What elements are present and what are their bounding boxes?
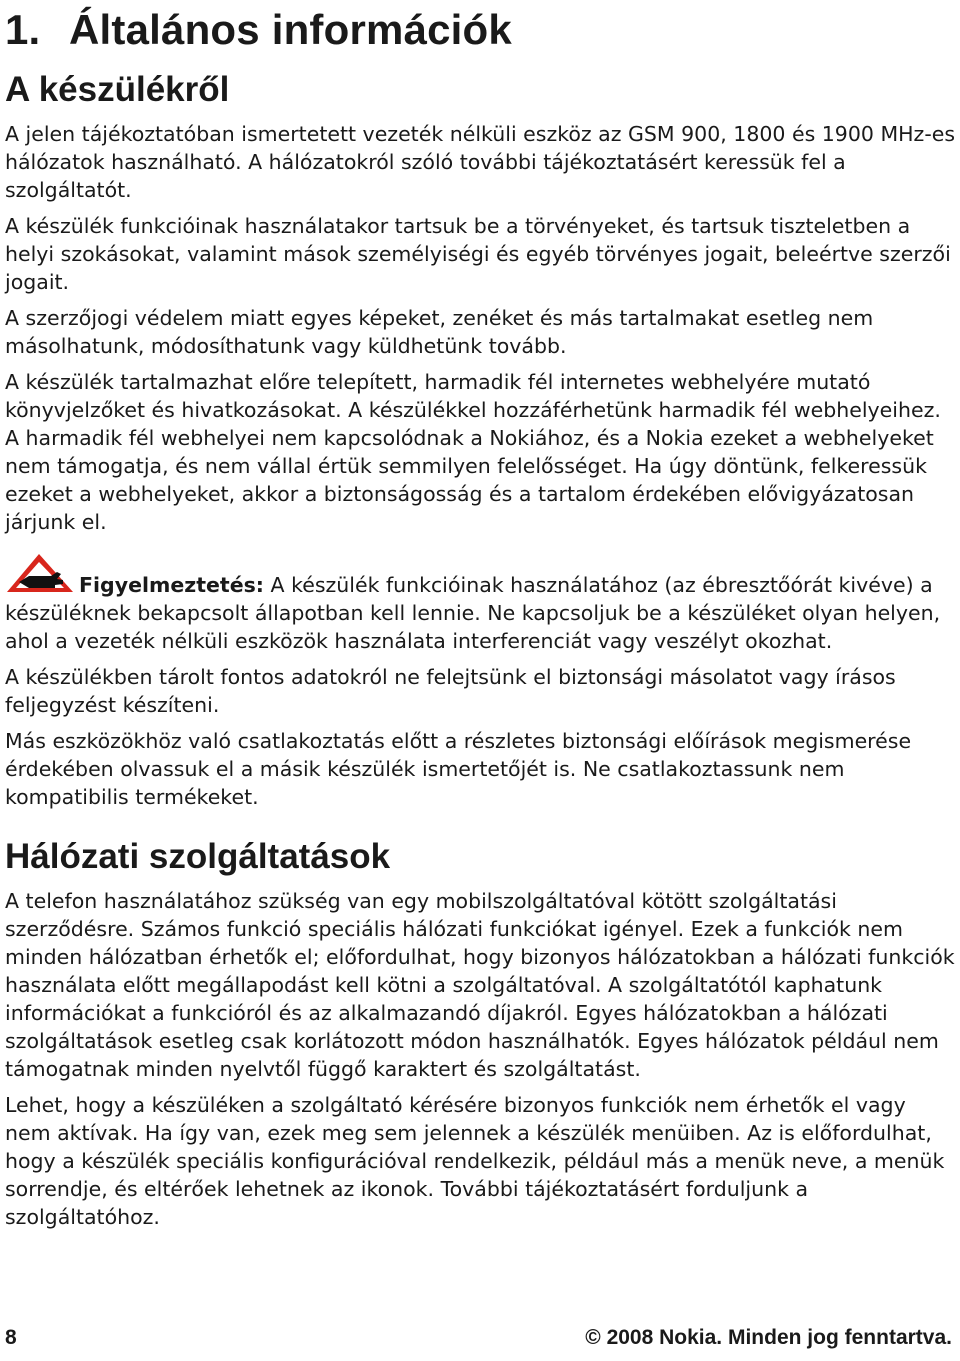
document-page <box>5 0 955 1239</box>
chapter-title <box>5 4 955 56</box>
paragraph: A készülékben tárolt fontos adatokról ne felejtsünk el biztonsági másolatot vagy írásos feljegyzést készíteni. <box>5 665 896 717</box>
page-number: 8 <box>5 1326 17 1349</box>
paragraph: A telefon használatához szükség van egy mobilszolgáltatóval kötött szolgáltatási szerződésre. Számos funkció speciális hálózati funkciókat igényel. Ezek a funkciók nem minden hálózatban érhetők el; előfordulhat, hogy bizonyos hálózatokban a hálózati funkciók használata előtt megállapodást kell kötni a szolgáltatóval. A szolgáltatótól kaphatunk információkat a funkcióról és az alkalmazandó díjakról. Egyes hálózatokban a hálózati szolgáltatások esetleg csak korlátozott módon használhatók. Egyes hálózatok például nem támogatnak minden nyelvtől függő karaktert és szolgáltatást. <box>5 889 955 1081</box>
warning-hand-icon <box>5 552 75 596</box>
chapter-number: 1. <box>5 6 41 53</box>
warning-block <box>5 552 955 655</box>
paragraph: Lehet, hogy a készüléken a szolgáltató kérésére bizonyos funkciók nem érhetők el vagy nem aktívak. Ha így van, ezek meg sem jelennek a készülék menüiben. Az is előfordulhat, hogy a készülék speciális konfigurációval rendelkezik, például más a menük neve, a menük sorrendje, és eltérőek lehetnek az ikonok. További tájékoztatásért forduljunk a szolgáltatóhoz. <box>5 1093 945 1229</box>
paragraph: A jelen tájékoztatóban ismertetett vezeték nélküli eszköz az GSM 900, 1800 és 1900 MHz-es hálózatok használható. A hálózatokról szóló további tájékoztatásért keressük fel a szolgáltatót. <box>5 122 956 202</box>
copyright-notice: © 2008 Nokia. Minden jog fenntartva. <box>585 1326 952 1349</box>
section-title-about-device: A készülékről <box>5 70 230 109</box>
chapter-title-text: Általános információk <box>69 6 512 53</box>
paragraph: A készülék funkcióinak használatakor tartsuk be a törvényeket, és tartsuk tiszteletben a helyi szokásokat, valamint mások személyiségi és egyéb törvényes jogait, beleértve szerzői jogait. <box>5 214 951 294</box>
page-footer <box>5 1326 952 1356</box>
warning-text: A készülék funkcióinak használatához (az ébresztőórát kivéve) a készüléknek bekapcsolt állapotban kell lennie. Ne kapcsoljuk be a készüléket olyan helyen, ahol a vezeték nélküli eszközök használata interferenciát vagy veszélyt okozhat. <box>5 573 941 653</box>
paragraph: A szerzőjogi védelem miatt egyes képeket, zenéket és más tartalmakat esetleg nem másolhatunk, módosíthatunk vagy küldhetünk tovább. <box>5 306 874 358</box>
paragraph: A készülék tartalmazhat előre telepített, harmadik fél internetes webhelyére mutató könyvjelzőket és hivatkozásokat. A készülékkel hozzáférhetünk harmadik fél webhelyeihez. A harmadik fél webhelyei nem kapcsolódnak a Nokiához, és a Nokia ezeket a webhelyeket nem támogatja, és nem vállal értük semmilyen felelősséget. Ha úgy döntünk, felkeressük ezeket a webhelyeket, akkor a biztonságosság és a tartalom érdekében elővigyázatosan járjunk el. <box>5 370 941 534</box>
warning-label: Figyelmeztetés: <box>79 573 265 597</box>
paragraph: Más eszközökhöz való csatlakoztatás előtt a részletes biztonsági előírások megismerése érdekében olvassuk el a másik készülék ismertetőjét is. Ne csatlakoztassunk nem kompatibilis termékeket. <box>5 729 912 809</box>
section-title-network-services: Hálózati szolgáltatások <box>5 837 391 876</box>
